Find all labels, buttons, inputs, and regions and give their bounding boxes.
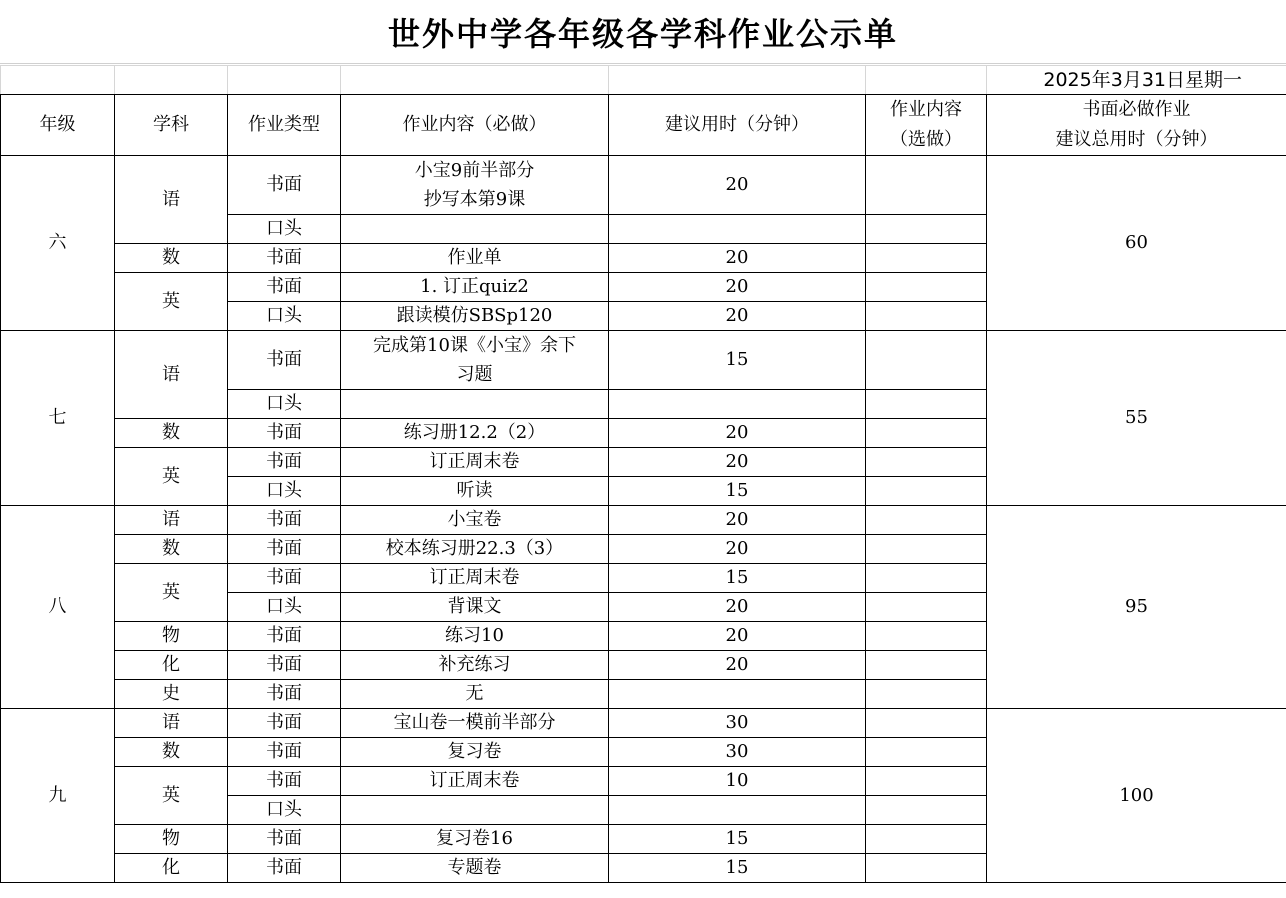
header-time: 建议用时（分钟） [609, 95, 866, 156]
time-cell [609, 680, 866, 709]
total-cell: 60 [987, 156, 1286, 331]
content-cell [341, 796, 609, 825]
type-cell: 书面 [228, 535, 341, 564]
date-label: 2025年3月31日星期一 [987, 66, 1286, 95]
time-cell: 10 [609, 767, 866, 796]
time-cell: 15 [609, 825, 866, 854]
header-total [987, 95, 1286, 156]
optional-cell [866, 390, 987, 419]
optional-cell [866, 651, 987, 680]
type-cell: 书面 [228, 709, 341, 738]
header-total-line1: 书面必做作业 [1082, 99, 1191, 120]
content-line: 小宝9前半部分 [414, 160, 535, 181]
header-content: 作业内容（必做） [341, 95, 609, 156]
optional-cell [866, 738, 987, 767]
type-cell: 书面 [228, 651, 341, 680]
date-row [1, 66, 1286, 95]
content-cell: 专题卷 [341, 854, 609, 883]
type-cell: 书面 [228, 506, 341, 535]
subject-cell: 数 [115, 244, 228, 273]
subject-cell: 语 [115, 331, 228, 419]
subject-cell: 英 [115, 448, 228, 506]
table-row [1, 156, 1286, 215]
type-cell: 口头 [228, 593, 341, 622]
time-cell: 15 [609, 854, 866, 883]
time-cell: 20 [609, 419, 866, 448]
grade-cell: 六 [1, 156, 115, 331]
subject-cell: 化 [115, 854, 228, 883]
type-cell: 书面 [228, 564, 341, 593]
optional-cell [866, 448, 987, 477]
type-cell: 书面 [228, 767, 341, 796]
optional-cell [866, 854, 987, 883]
type-cell: 书面 [228, 680, 341, 709]
total-cell: 95 [987, 506, 1286, 709]
grade-cell: 八 [1, 506, 115, 709]
content-line: 习题 [456, 364, 493, 385]
optional-cell [866, 564, 987, 593]
time-cell: 30 [609, 709, 866, 738]
content-cell [341, 331, 609, 390]
type-cell: 书面 [228, 738, 341, 767]
optional-cell [866, 156, 987, 215]
time-cell: 20 [609, 535, 866, 564]
optional-cell [866, 767, 987, 796]
content-cell: 宝山卷一模前半部分 [341, 709, 609, 738]
time-cell: 20 [609, 156, 866, 215]
optional-cell [866, 796, 987, 825]
type-cell: 书面 [228, 854, 341, 883]
table-row [1, 709, 1286, 738]
content-cell: 无 [341, 680, 609, 709]
content-cell: 听读 [341, 477, 609, 506]
optional-cell [866, 331, 987, 390]
time-cell: 30 [609, 738, 866, 767]
table-row [1, 331, 1286, 390]
content-cell: 1. 订正quiz2 [341, 273, 609, 302]
content-cell: 练习册12.2（2） [341, 419, 609, 448]
optional-cell [866, 825, 987, 854]
content-cell: 小宝卷 [341, 506, 609, 535]
subject-cell: 英 [115, 273, 228, 331]
content-cell [341, 215, 609, 244]
time-cell: 20 [609, 593, 866, 622]
content-cell [341, 156, 609, 215]
optional-cell [866, 302, 987, 331]
subject-cell: 英 [115, 564, 228, 622]
type-cell: 书面 [228, 419, 341, 448]
optional-cell [866, 419, 987, 448]
type-cell: 书面 [228, 156, 341, 215]
content-cell: 复习卷16 [341, 825, 609, 854]
content-cell: 校本练习册22.3（3） [341, 535, 609, 564]
content-cell [341, 390, 609, 419]
optional-cell [866, 273, 987, 302]
time-cell: 20 [609, 448, 866, 477]
time-cell: 15 [609, 477, 866, 506]
subject-cell: 物 [115, 622, 228, 651]
time-cell: 20 [609, 651, 866, 680]
content-cell: 练习10 [341, 622, 609, 651]
time-cell: 20 [609, 622, 866, 651]
subject-cell: 化 [115, 651, 228, 680]
content-cell: 跟读模仿SBSp120 [341, 302, 609, 331]
type-cell: 书面 [228, 244, 341, 273]
header-optional [866, 95, 987, 156]
content-cell: 作业单 [341, 244, 609, 273]
header-subject: 学科 [115, 95, 228, 156]
type-cell: 书面 [228, 273, 341, 302]
optional-cell [866, 477, 987, 506]
type-cell: 口头 [228, 215, 341, 244]
subject-cell: 物 [115, 825, 228, 854]
time-cell [609, 390, 866, 419]
optional-cell [866, 709, 987, 738]
homework-table [0, 65, 1286, 883]
content-cell: 订正周末卷 [341, 767, 609, 796]
optional-cell [866, 680, 987, 709]
header-row [1, 95, 1286, 156]
time-cell: 20 [609, 244, 866, 273]
time-cell: 15 [609, 564, 866, 593]
header-type: 作业类型 [228, 95, 341, 156]
time-cell [609, 215, 866, 244]
type-cell: 口头 [228, 477, 341, 506]
time-cell [609, 796, 866, 825]
time-cell: 15 [609, 331, 866, 390]
subject-cell: 数 [115, 535, 228, 564]
type-cell: 口头 [228, 302, 341, 331]
optional-cell [866, 593, 987, 622]
header-optional-line1: 作业内容 [890, 99, 962, 120]
content-cell: 背课文 [341, 593, 609, 622]
type-cell: 书面 [228, 825, 341, 854]
content-cell: 订正周末卷 [341, 564, 609, 593]
time-cell: 20 [609, 273, 866, 302]
table-row [1, 506, 1286, 535]
content-line: 抄写本第9课 [423, 189, 526, 210]
total-cell: 100 [987, 709, 1286, 883]
type-cell: 书面 [228, 448, 341, 477]
grade-cell: 七 [1, 331, 115, 506]
content-cell: 复习卷 [341, 738, 609, 767]
header-optional-line2: （选做） [890, 129, 962, 150]
header-total-line2: 建议总用时（分钟） [1055, 129, 1218, 150]
subject-cell: 数 [115, 419, 228, 448]
subject-cell: 语 [115, 506, 228, 535]
content-line: 完成第10课《小宝》余下 [373, 335, 576, 356]
subject-cell: 英 [115, 767, 228, 825]
type-cell: 书面 [228, 622, 341, 651]
content-cell: 订正周末卷 [341, 448, 609, 477]
subject-cell: 语 [115, 709, 228, 738]
type-cell: 书面 [228, 331, 341, 390]
content-cell: 补充练习 [341, 651, 609, 680]
time-cell: 20 [609, 302, 866, 331]
optional-cell [866, 244, 987, 273]
subject-cell: 语 [115, 156, 228, 244]
type-cell: 口头 [228, 796, 341, 825]
optional-cell [866, 622, 987, 651]
optional-cell [866, 506, 987, 535]
header-grade: 年级 [1, 95, 115, 156]
total-cell: 55 [987, 331, 1286, 506]
time-cell: 20 [609, 506, 866, 535]
optional-cell [866, 215, 987, 244]
type-cell: 口头 [228, 390, 341, 419]
subject-cell: 史 [115, 680, 228, 709]
optional-cell [866, 535, 987, 564]
page-title: 世外中学各年级各学科作业公示单 [0, 0, 1286, 64]
grade-cell: 九 [1, 709, 115, 883]
subject-cell: 数 [115, 738, 228, 767]
